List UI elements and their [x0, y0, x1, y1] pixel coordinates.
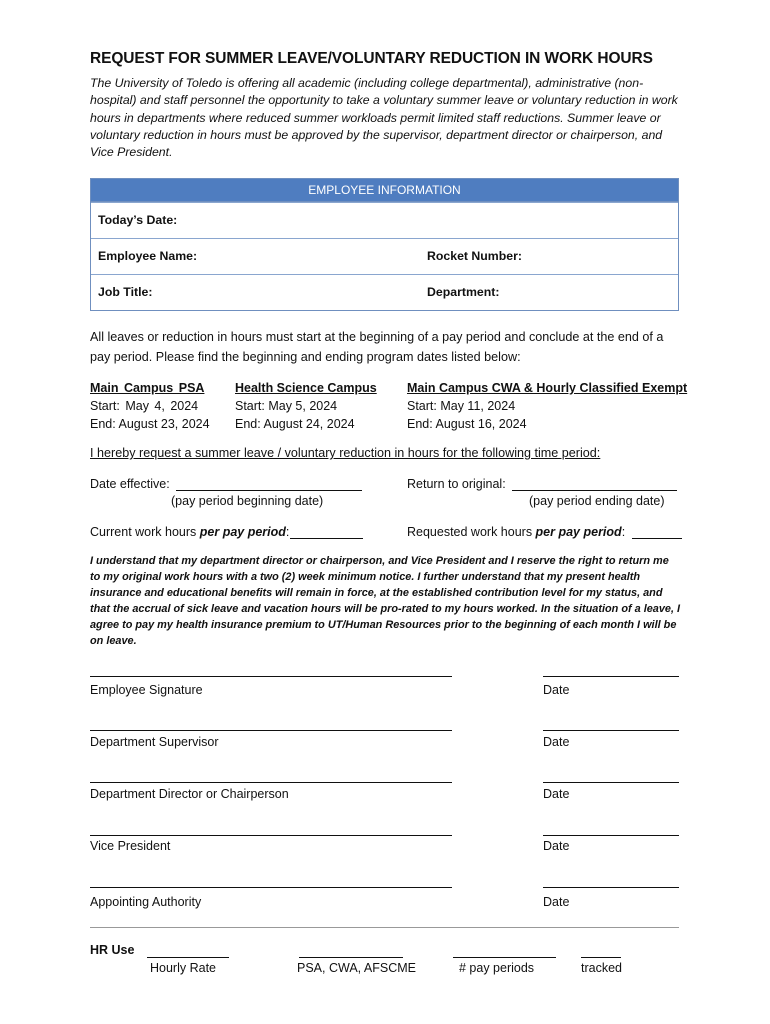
department-label: Department:: [427, 285, 500, 299]
employee-date-label: Date: [543, 683, 570, 697]
requested-hours-emphasis: per pay period: [535, 525, 622, 539]
hr-use-label: HR Use: [90, 943, 135, 957]
campus-main-psa: [90, 379, 210, 433]
campus-name: Health Science Campus: [235, 381, 377, 395]
current-hours-line[interactable]: [290, 524, 363, 539]
union-line[interactable]: [299, 957, 403, 958]
campus-start: Start: May 5, 2024: [235, 399, 338, 413]
union-label: PSA, CWA, AFSCME: [297, 961, 417, 975]
employee-information-header: EMPLOYEE INFORMATION: [91, 179, 678, 202]
hourly-rate-label: Hourly Rate: [150, 961, 216, 975]
job-title-row[interactable]: [91, 274, 678, 310]
requested-hours-label: Requested work hours: [407, 525, 536, 539]
employee-signature-label: Employee Signature: [90, 683, 203, 697]
vp-signature-label: Vice President: [90, 839, 171, 853]
todays-date-label: Today’s Date:: [98, 213, 178, 227]
campus-health-science: [235, 379, 377, 433]
return-to-original-line[interactable]: [512, 476, 677, 491]
return-to-original-field[interactable]: [407, 476, 677, 491]
pay-periods-line[interactable]: [453, 957, 556, 958]
employee-information-table: [90, 178, 679, 311]
pay-period-instructions: All leaves or reduction in hours must start at the beginning of a pay period and conclude at the end of a pay period. Please find the beginning and ending program dates listed below:: [90, 330, 664, 364]
intro-paragraph: The University of Toledo is offering all academic (including college departmental), administrative (non-hospital) and staff personnel the opportunity to take a voluntary summer leave or voluntary reduction in work hours in departments where reduced summer workloads permit limited staff reductions. Summer leave or voluntary reduction in hours must be approved by the supervisor, department director or chairperson, and Vice President.: [90, 76, 678, 160]
date-effective-note: (pay period beginning date): [171, 494, 324, 508]
campus-end: End: August 23, 2024: [90, 417, 210, 431]
requested-hours-line[interactable]: [632, 524, 682, 539]
supervisor-signature-line[interactable]: [90, 730, 452, 731]
supervisor-date-line[interactable]: [543, 730, 679, 731]
supervisor-signature-label: Department Supervisor: [90, 735, 219, 749]
return-to-original-label: Return to original:: [407, 477, 506, 491]
campus-start: Start: May 4, 2024: [90, 399, 199, 413]
tracked-label: tracked: [581, 961, 622, 975]
director-date-label: Date: [543, 787, 570, 801]
authority-signature-line[interactable]: [90, 887, 452, 888]
tracked-line[interactable]: [581, 957, 621, 958]
rocket-number-label: Rocket Number:: [427, 249, 522, 263]
agreement-statement: I understand that my department director or chairperson, and Vice President and I reserve the right to return me to my original work hours with a two (2) week minimum notice. I further understand that my present health insurance and educational benefits will remain in force, at the established contribution level for my status, and that the accrual of sick leave and vacation hours will be pro-rated to my hours worked. In the situation of a leave, I agree to pay my health insurance premium to UT/Human Resources prior to the beginning of each month I will be on leave.: [90, 555, 681, 647]
current-work-hours-field[interactable]: [90, 524, 363, 539]
campus-name: Main Campus CWA & Hourly Classified Exempt: [407, 381, 688, 395]
campus-end: End: August 16, 2024: [407, 417, 527, 431]
director-signature-label: Department Director or Chairperson: [90, 787, 289, 801]
hourly-rate-line[interactable]: [147, 957, 229, 958]
form-title: REQUEST FOR SUMMER LEAVE/VOLUNTARY REDUCTION IN WORK HOURS: [90, 50, 653, 67]
authority-date-line[interactable]: [543, 887, 679, 888]
campus-start: Start: May 11, 2024: [407, 399, 516, 413]
return-note: (pay period ending date): [529, 494, 665, 508]
authority-signature-label: Appointing Authority: [90, 895, 202, 909]
vp-date-label: Date: [543, 839, 570, 853]
employee-date-line[interactable]: [543, 676, 679, 677]
campus-name: Main Campus PSA: [90, 381, 205, 395]
pay-periods-label: # pay periods: [459, 961, 535, 975]
date-effective-field[interactable]: [90, 476, 362, 491]
request-statement: I hereby request a summer leave / voluntary reduction in hours for the following time period:: [90, 446, 601, 460]
date-effective-line[interactable]: [176, 476, 362, 491]
requested-hours-colon: :: [621, 525, 626, 539]
campus-main-cwa: [407, 379, 687, 433]
date-effective-label: Date effective:: [90, 477, 170, 491]
authority-date-label: Date: [543, 895, 570, 909]
supervisor-date-label: Date: [543, 735, 570, 749]
employee-name-label: Employee Name:: [98, 249, 198, 263]
current-hours-colon: :: [285, 525, 290, 539]
hr-divider: [90, 927, 679, 928]
employee-name-row[interactable]: [91, 238, 678, 274]
employee-signature-line[interactable]: [90, 676, 452, 677]
todays-date-row[interactable]: [91, 202, 678, 238]
vp-date-line[interactable]: [543, 835, 679, 836]
vp-signature-line[interactable]: [90, 835, 452, 836]
current-hours-emphasis: per pay period: [199, 525, 286, 539]
director-signature-line[interactable]: [90, 782, 452, 783]
requested-work-hours-field[interactable]: [407, 524, 682, 539]
director-date-line[interactable]: [543, 782, 679, 783]
current-hours-label: Current work hours: [90, 525, 200, 539]
campus-end: End: August 24, 2024: [235, 417, 355, 431]
job-title-label: Job Title:: [98, 285, 153, 299]
